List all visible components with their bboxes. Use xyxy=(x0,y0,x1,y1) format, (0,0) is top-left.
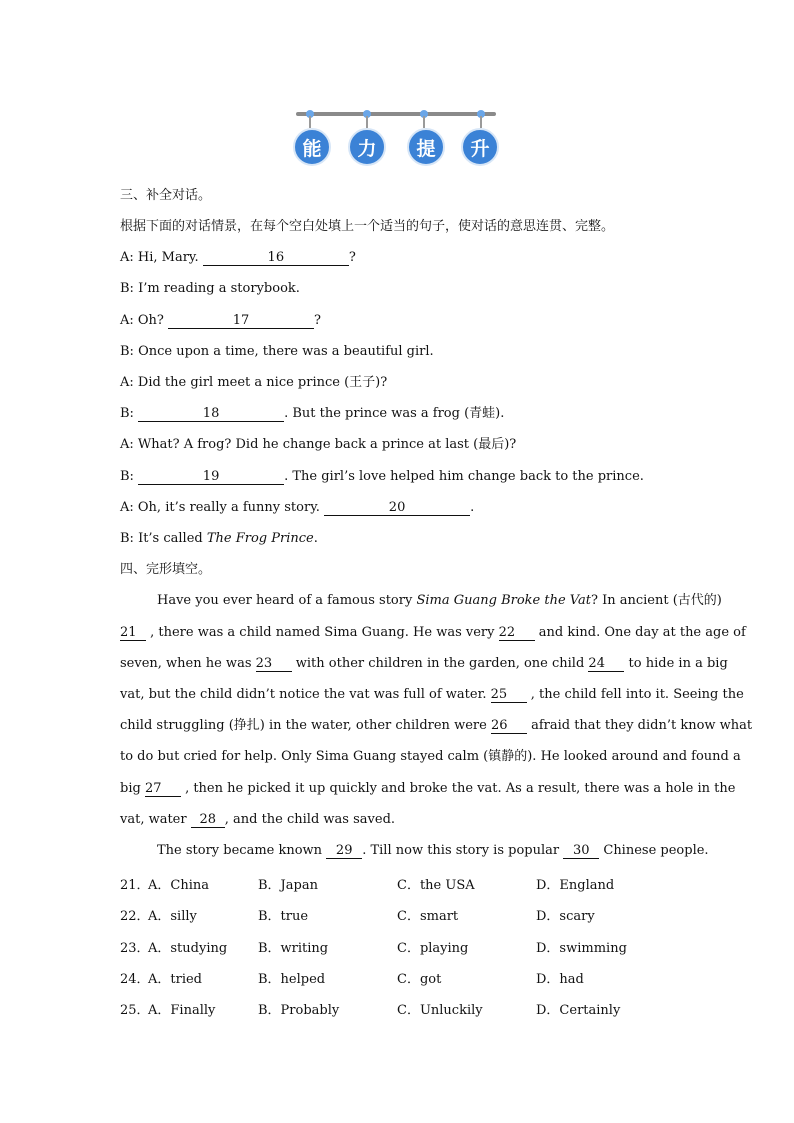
dialogue-line: B: Once upon a time, there was a beautiful girl. xyxy=(120,344,434,359)
passage-text: seven, when he was xyxy=(120,656,256,671)
passage-text: with other children in the garden, one child xyxy=(291,656,589,671)
dialogue-text: A: Oh? xyxy=(120,313,169,328)
option-a: A．studying xyxy=(148,941,228,956)
banner-stem xyxy=(366,116,368,128)
answer-blank: 30 xyxy=(563,844,599,859)
passage-text: ? In ancient (古代的) xyxy=(590,593,722,608)
option-b: B．Probably xyxy=(258,1003,340,1018)
answer-blank: 26 xyxy=(491,719,527,734)
answer-blank: 19 xyxy=(138,470,284,485)
option-c: C．the USA xyxy=(397,878,475,893)
ability-banner xyxy=(292,110,502,168)
option-b: B．Japan xyxy=(258,878,318,893)
dialogue-text: ? xyxy=(348,250,356,265)
passage-line xyxy=(120,812,395,828)
banner-stem xyxy=(423,116,425,128)
question-number: 23． xyxy=(120,941,150,956)
option-d: D．had xyxy=(536,972,584,987)
dialogue-line xyxy=(120,313,321,329)
question-number: 25． xyxy=(120,1003,150,1018)
option-c: C．playing xyxy=(397,941,469,956)
section3-instruction: 根据下面的对话情景，在每个空白处填上一个适当的句子，使对话的意思连贯、完整。 xyxy=(120,219,615,234)
dialogue-text: . xyxy=(313,531,318,546)
answer-blank: 17 xyxy=(168,314,314,329)
story-title: The Frog Prince xyxy=(206,531,314,546)
option-d: D．swimming xyxy=(536,941,627,956)
option-c: C．Unluckily xyxy=(397,1003,483,1018)
banner-stem xyxy=(309,116,311,128)
answer-blank: 29 xyxy=(326,844,362,859)
dialogue-line xyxy=(120,500,474,516)
passage-text: vat, but the child didn’t notice the vat was full of water. xyxy=(120,687,491,702)
passage-line xyxy=(120,781,736,797)
answer-blank: 27 xyxy=(145,782,181,797)
option-a: A．China xyxy=(148,878,209,893)
dialogue-line: B: I’m reading a storybook. xyxy=(120,281,300,296)
option-a: A．tried xyxy=(148,972,202,987)
option-d: D．Certainly xyxy=(536,1003,621,1018)
dialogue-text: . But the prince was a frog (青蛙). xyxy=(284,406,505,421)
banner-char: 升 xyxy=(461,128,499,166)
dialogue-text: A: Oh, it’s really a funny story. xyxy=(120,500,325,515)
passage-line xyxy=(120,625,746,641)
passage-text: child struggling (挣扎) in the water, other children were xyxy=(120,718,491,733)
dialogue-line xyxy=(120,469,644,485)
dialogue-text: . The girl’s love helped him change back to the prince. xyxy=(284,469,644,484)
answer-blank: 23 xyxy=(256,657,292,672)
option-d: D．scary xyxy=(536,909,595,924)
dialogue-line: A: What? A frog? Did he change back a prince at last (最后)? xyxy=(120,437,517,452)
answer-blank: 22 xyxy=(499,626,535,641)
option-d: D．England xyxy=(536,878,615,893)
dialogue-line xyxy=(120,531,318,547)
dialogue-text: B: xyxy=(120,406,139,421)
passage-text: Chinese people. xyxy=(599,843,709,858)
passage-line xyxy=(157,593,722,609)
passage-line xyxy=(120,718,753,734)
dialogue-line: A: Did the girl meet a nice prince (王子)? xyxy=(120,375,388,390)
dialogue-line xyxy=(120,406,504,422)
passage-text: The story became known xyxy=(157,843,327,858)
answer-blank: 20 xyxy=(324,501,470,516)
passage-text: to do but cried for help. Only Sima Guang stayed calm (镇静的). He looked around and found a xyxy=(120,749,741,764)
section3-title: 三、补全对话。 xyxy=(120,188,212,203)
option-a: A．silly xyxy=(148,909,197,924)
dialogue-line xyxy=(120,250,356,266)
question-number: 24． xyxy=(120,972,150,987)
passage-text: . Till now this story is popular xyxy=(362,843,564,858)
passage-text: , and the child was saved. xyxy=(224,812,396,827)
answer-blank: 16 xyxy=(203,251,349,266)
dialogue-text: A: Hi, Mary. xyxy=(120,250,203,265)
passage-line xyxy=(120,687,744,703)
passage-text: , then he picked it up quickly and broke the vat. As a result, there was a hole in the xyxy=(180,781,736,796)
dialogue-text: . xyxy=(470,500,475,515)
answer-blank: 28 xyxy=(191,813,225,828)
banner-bar xyxy=(296,112,496,116)
option-b: B．writing xyxy=(258,941,329,956)
section4-title: 四、完形填空。 xyxy=(120,562,212,577)
passage-text: Have you ever heard of a famous story xyxy=(157,593,417,608)
passage-text: big xyxy=(120,781,145,796)
answer-blank: 18 xyxy=(138,407,284,422)
passage-text: afraid that they didn’t know what xyxy=(526,718,753,733)
story-title: Sima Guang Broke the Vat xyxy=(416,593,591,608)
banner-char: 提 xyxy=(407,128,445,166)
passage-line xyxy=(120,656,728,672)
passage-line xyxy=(120,749,741,765)
dialogue-text: ? xyxy=(314,313,322,328)
banner-char: 力 xyxy=(348,128,386,166)
dialogue-text: B: xyxy=(120,469,139,484)
option-c: C．smart xyxy=(397,909,459,924)
passage-line xyxy=(157,843,709,859)
passage-text: , there was a child named Sima Guang. He was very xyxy=(146,625,499,640)
option-c: C．got xyxy=(397,972,442,987)
question-number: 22． xyxy=(120,909,150,924)
banner-stem xyxy=(480,116,482,128)
option-a: A．Finally xyxy=(148,1003,216,1018)
passage-text: and kind. One day at the age of xyxy=(534,625,746,640)
option-b: B．helped xyxy=(258,972,326,987)
banner-char: 能 xyxy=(293,128,331,166)
passage-text: , the child fell into it. Seeing the xyxy=(526,687,744,702)
passage-text: to hide in a big xyxy=(624,656,728,671)
question-number: 21． xyxy=(120,878,150,893)
option-b: B．true xyxy=(258,909,309,924)
answer-blank: 21 xyxy=(120,626,146,641)
answer-blank: 25 xyxy=(491,688,527,703)
passage-text: vat, water xyxy=(120,812,191,827)
dialogue-text: B: It’s called xyxy=(120,531,207,546)
answer-blank: 24 xyxy=(588,657,624,672)
